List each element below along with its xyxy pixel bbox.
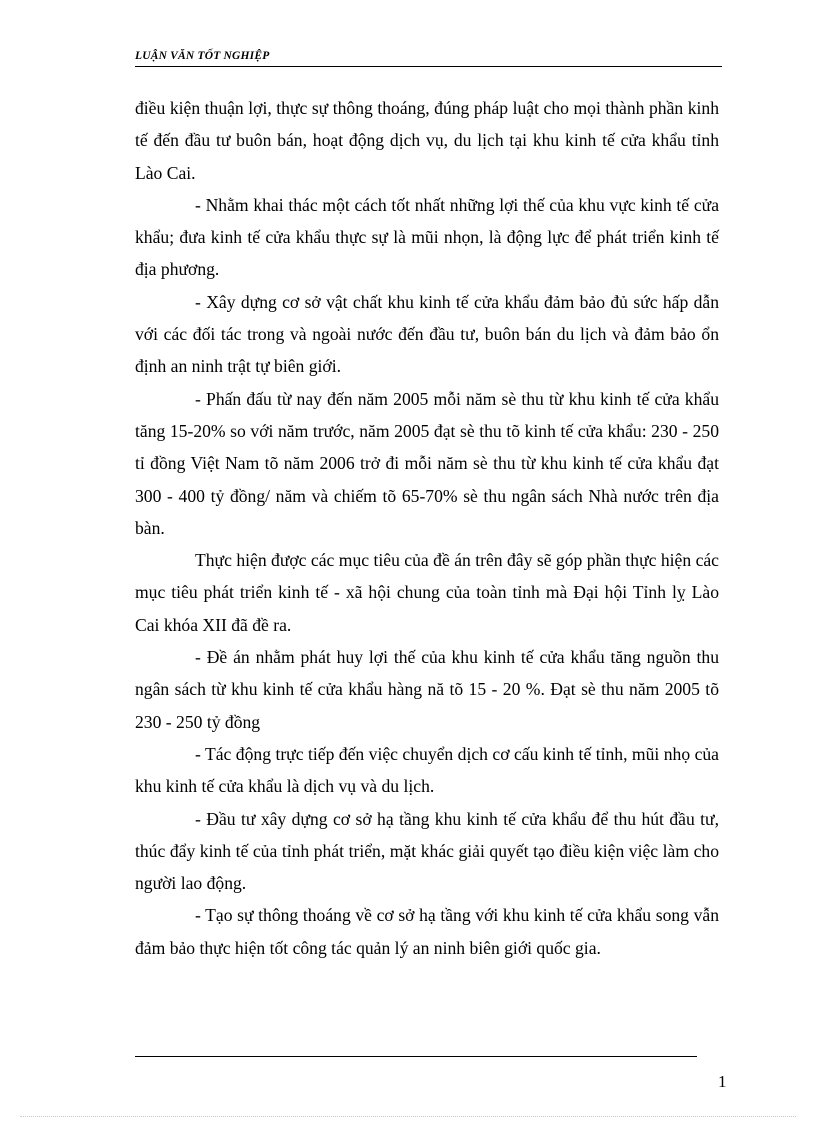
paragraph-2: - Nhằm khai thác một cách tốt nhất những lợi thế của khu vực kinh tế cửa khẩu; đưa kinh tế cửa khẩu thực sự là mũi nhọn, là động lực để phát triển kinh tế địa phương. [135, 194, 719, 280]
paragraph-3: - Xây dựng cơ sở vật chất khu kinh tế cửa khẩu đảm bảo đủ sức hấp dẫn với các đối tác trong và ngoài nước đến đầu tư, buôn bán du lịch và đảm bảo ổn định an ninh trật tự biên giới. [135, 291, 719, 377]
paragraph-7: - Tác động trực tiếp đến việc chuyển dịch cơ cấu kinh tế tỉnh, mũi nhọ của khu kinh tế cửa khẩu là dịch vụ và du lịch. [135, 743, 719, 797]
document-body [135, 92, 719, 964]
paragraph-9: - Tạo sự thông thoáng về cơ sở hạ tầng với khu kinh tế cửa khẩu song vẫn đảm bảo thực hiện tốt công tác quản lý an ninh biên giới quốc gia. [135, 905, 719, 958]
header-title: LUẬN VĂN TỐT NGHIỆP [135, 50, 270, 62]
page-header [135, 48, 722, 67]
footer-rule [135, 1056, 697, 1057]
paragraph-8: - Đầu tư xây dựng cơ sở hạ tầng khu kinh tế cửa khẩu để thu hút đầu tư, thúc đẩy kinh tế của tỉnh phát triển, mặt khác giải quyết tạo điều kiện việc làm cho người lao động. [135, 808, 719, 894]
paragraph-5: Thực hiện được các mục tiêu của đề án trên đây sẽ góp phần thực hiện các mục tiêu phát triển kinh tế - xã hội chung của toàn tỉnh mà Đại hội Tỉnh lỵ Lào Cai khóa XII đã đề ra. [135, 550, 719, 635]
paragraph-4: - Phấn đấu từ nay đến năm 2005 mỗi năm sè thu từ khu kinh tế cửa khẩu tăng 15-20% so với năm trước, năm 2005 đạt sè thu tõ kinh tế cửa khẩu: 230 - 250 tỉ đồng Việt Nam tõ năm 2006 trở đi mỗi năm sè thu từ khu kinh tế cửa khẩu đạt 300 - 400 tỷ đồng/ năm và chiếm tõ 65-70% sè thu ngân sách Nhà nước trên địa bàn. [135, 388, 719, 538]
paragraph-1: điều kiện thuận lợi, thực sự thông thoáng, đúng pháp luật cho mọi thành phần kinh tế đến đầu tư buôn bán, hoạt động dịch vụ, du lịch tại khu kinh tế cửa khẩu tỉnh Lào Cai. [135, 98, 719, 183]
paragraph-6: - Đề án nhằm phát huy lợi thế của khu kinh tế cửa khẩu tăng nguồn thu ngân sách từ khu kinh tế cửa khẩu hàng nă tõ 15 - 20 %. Đạt sè thu năm 2005 tõ 230 - 250 tỷ đồng [135, 647, 719, 732]
page-number: 1 [718, 1072, 727, 1091]
page-edge-divider [20, 1116, 796, 1117]
